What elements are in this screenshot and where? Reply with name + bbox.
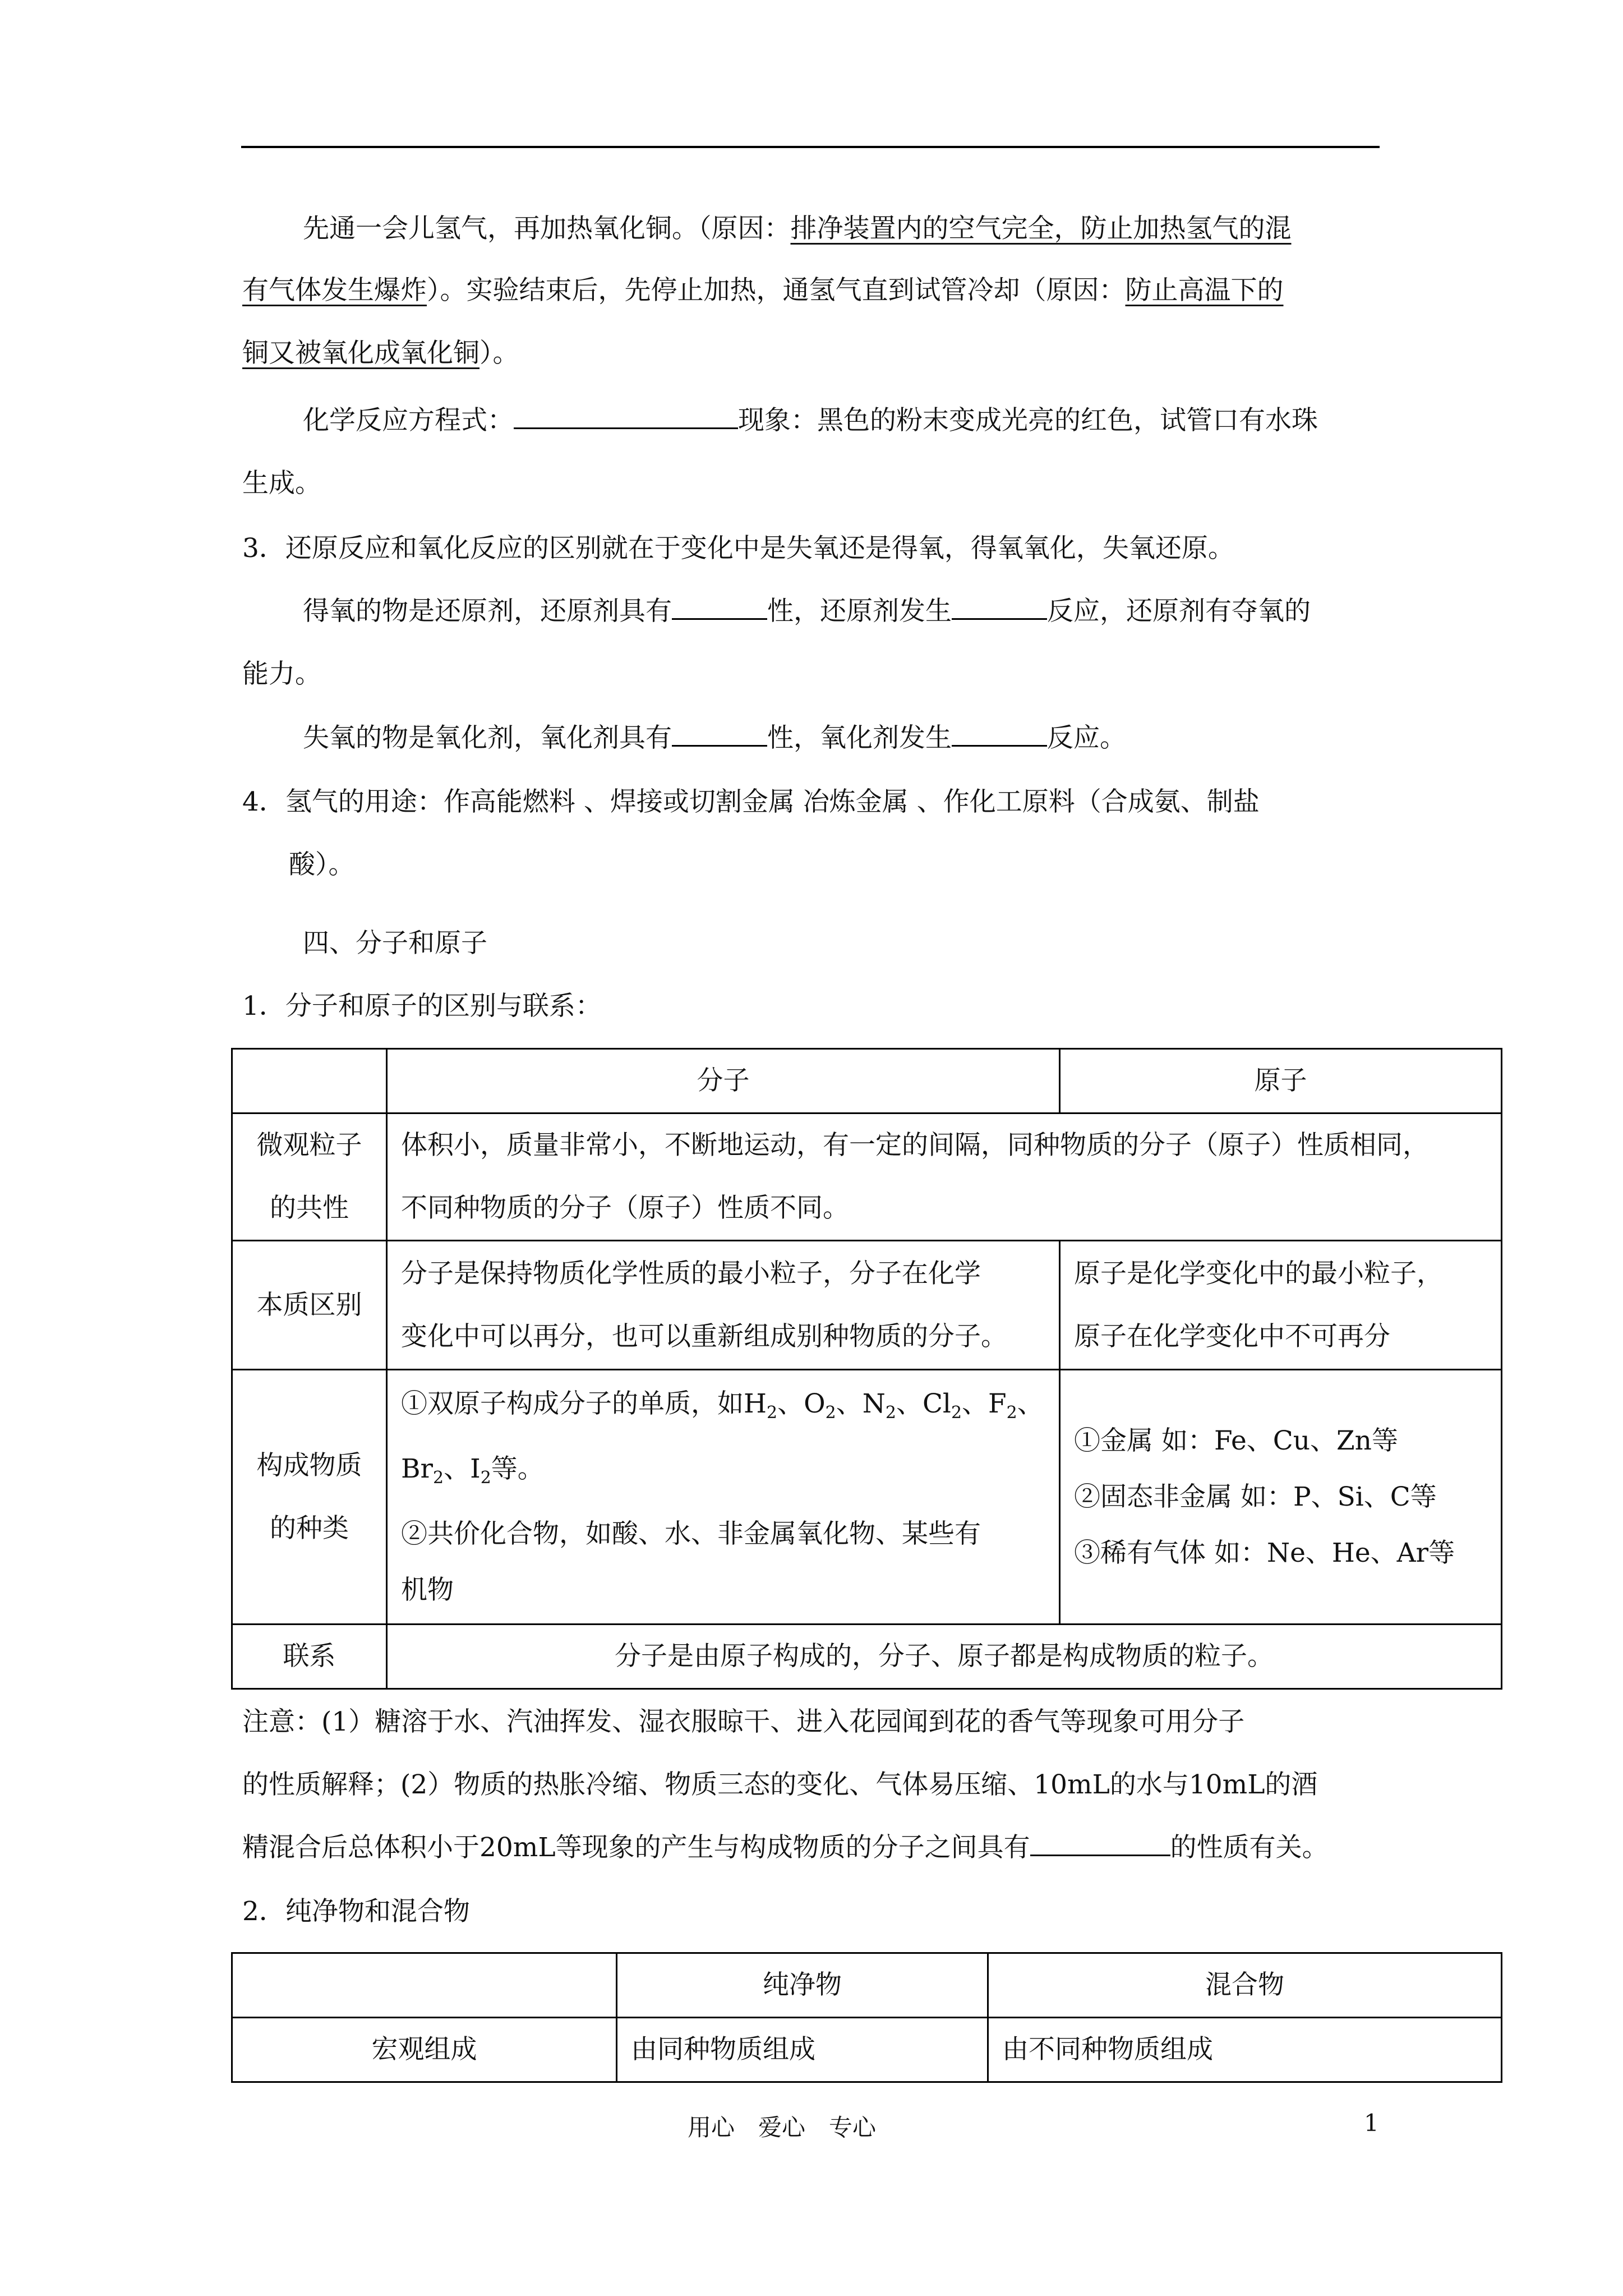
row-label <box>232 1370 387 1625</box>
empty-cell <box>232 1953 617 2018</box>
row-label <box>232 1114 387 1241</box>
section-heading <box>303 927 487 960</box>
formula-line <box>401 1441 1059 1506</box>
blank <box>952 723 1047 747</box>
text: 本质区别 <box>256 1289 362 1320</box>
text: ②固态非金属 如：P、Si、C等 <box>1074 1481 1437 1512</box>
text: 先通一会儿氢气，再加热氧化铜。（原因： <box>303 213 791 244</box>
text: 失氧的物是氧化剂，氧化剂具有 <box>303 723 672 753</box>
text: 、I <box>444 1453 481 1484</box>
text: 等。 <box>491 1453 544 1484</box>
text: 原子 <box>1254 1065 1307 1096</box>
text: 混合物 <box>1205 1970 1284 2000</box>
substance-types-atom <box>1060 1370 1502 1625</box>
item-3-sentence-2 <box>303 721 1126 755</box>
subsection-1 <box>242 990 602 1023</box>
subscript: 2 <box>767 1402 778 1423</box>
subscript: 2 <box>825 1402 836 1423</box>
paragraph-1-line-3 <box>242 337 519 370</box>
table-header-row <box>232 1953 1502 2018</box>
text: 原子是化学变化中的最小粒子， <box>1074 1258 1443 1289</box>
row-label <box>232 1625 387 1689</box>
table-row <box>232 1625 1502 1689</box>
item-3-sentence-1 <box>303 595 1311 628</box>
table-row <box>232 1370 1502 1625</box>
table-header-row <box>232 1049 1502 1114</box>
text: 的性质有关。 <box>1170 1832 1329 1863</box>
blank <box>952 596 1047 620</box>
equation-line <box>303 404 1318 438</box>
formula-line <box>401 1376 1059 1441</box>
text: ①金属 如：Fe、Cu、Zn等 <box>1074 1425 1398 1456</box>
text: ）。实验结束后，先停止加热，通氢气直到试管冷却（原因： <box>427 275 1126 306</box>
text: 的种类 <box>270 1512 349 1544</box>
item-3 <box>242 532 1234 565</box>
text: Br <box>401 1453 434 1484</box>
table-row <box>232 1241 1502 1370</box>
item-4 <box>242 785 1260 819</box>
text: 分子 <box>697 1065 750 1096</box>
header-molecule <box>387 1049 1060 1114</box>
pure-mixture-table <box>231 1952 1502 2083</box>
molecule-atom-table <box>231 1048 1502 1690</box>
cell <box>988 2018 1502 2082</box>
essential-difference-atom <box>1060 1241 1502 1370</box>
text: 分子是保持物质化学性质的最小粒子，分子在化学 <box>401 1258 981 1289</box>
text: 得氧的物是还原剂，还原剂具有 <box>303 596 672 627</box>
text: 酸）。 <box>289 849 355 880</box>
text: 反应。 <box>1047 723 1126 753</box>
text: ①双原子构成分子的单质，如H <box>401 1388 767 1419</box>
underlined-text: 防止高温下的 <box>1125 275 1284 306</box>
text: 由同种物质组成 <box>631 2034 815 2065</box>
row-label <box>232 2018 617 2082</box>
text: 原子在化学变化中不可再分 <box>1074 1320 1390 1352</box>
paragraph-1-line-1 <box>303 212 1292 246</box>
text: 、O <box>777 1388 826 1419</box>
blank <box>672 596 767 620</box>
note-line-1 <box>242 1705 1244 1739</box>
text: 纯净物 <box>763 1970 842 2000</box>
text: 微观粒子 <box>256 1130 362 1161</box>
text: 宏观组成 <box>371 2034 477 2065</box>
note-line-3 <box>242 1831 1329 1865</box>
text: ）。 <box>479 338 519 369</box>
table-row <box>232 1114 1502 1241</box>
heading-text: 四、分子和原子 <box>303 928 487 959</box>
substance-types-molecule <box>387 1370 1060 1625</box>
subsection-2 <box>242 1895 470 1929</box>
text: 生成。 <box>242 468 321 499</box>
text: 的性质解释；(2）物质的热胀冷缩、物质三态的变化、气体易压缩、10mL的水与10mL的酒 <box>242 1769 1318 1800</box>
text: 机物 <box>401 1574 454 1605</box>
subscript: 2 <box>885 1402 896 1423</box>
subscript: 2 <box>951 1402 962 1423</box>
text: 的共性 <box>270 1193 349 1223</box>
relationship-text <box>387 1625 1502 1689</box>
text: 1．分子和原子的区别与联系： <box>242 991 602 1022</box>
item-4-cont <box>289 848 355 882</box>
row-label <box>232 1241 387 1370</box>
header-rule <box>241 146 1380 148</box>
text: 注意：(1）糖溶于水、汽油挥发、湿衣服晾干、进入花园闻到花的香气等现象可用分子 <box>242 1706 1245 1737</box>
header-mixture <box>988 1953 1502 2018</box>
text: 化学反应方程式： <box>303 405 514 436</box>
text: 4．氢气的用途：作高能燃料 、焊接或切割金属 冶炼金属 、作化工原料（合成氨、制盐 <box>242 786 1260 817</box>
footer-motto: 用心 爱心 专心 <box>688 2114 877 2141</box>
item-3-sentence-1-cont <box>242 657 321 691</box>
subscript: 2 <box>1006 1402 1017 1423</box>
subscript: 2 <box>433 1467 444 1488</box>
text: 现象：黑色的粉末变成光亮的红色，试管口有水珠 <box>738 405 1318 436</box>
text: 精混合后总体积小于20mL等现象的产生与构成物质的分子之间具有 <box>242 1832 1030 1863</box>
text: 能力。 <box>242 659 321 689</box>
text: 、F <box>962 1388 1007 1419</box>
text: 、 <box>1017 1388 1044 1419</box>
paragraph-1-line-2 <box>242 274 1284 307</box>
text: 、N <box>836 1388 886 1419</box>
text: 构成物质 <box>256 1450 362 1481</box>
blank <box>672 723 767 747</box>
empty-cell <box>232 1049 387 1114</box>
text: 3．还原反应和氧化反应的区别就在于变化中是失氧还是得氧，得氧氧化，失氧还原。 <box>242 533 1234 564</box>
equation-blank <box>514 405 738 429</box>
page-number: 1 <box>1364 2109 1379 2137</box>
text: 性，氧化剂发生 <box>767 723 952 753</box>
text: 、Cl <box>896 1388 951 1419</box>
essential-difference-molecule <box>387 1241 1060 1370</box>
blank <box>1030 1832 1170 1856</box>
underlined-text: 有气体发生爆炸 <box>242 275 427 306</box>
equation-line-2 <box>242 467 321 500</box>
note-line-2 <box>242 1768 1317 1802</box>
text: 变化中可以再分，也可以重新组成别种物质的分子。 <box>401 1320 1007 1352</box>
text: 由不同种物质组成 <box>1002 2034 1213 2065</box>
text: 不同种物质的分子（原子）性质不同。 <box>401 1193 849 1223</box>
text: ③稀有气体 如：Ne、He、Ar等 <box>1074 1537 1455 1568</box>
subscript: 2 <box>480 1467 491 1488</box>
underlined-text: 排净装置内的空气完全，防止加热氢气的混 <box>790 213 1292 244</box>
text: 联系 <box>283 1641 336 1672</box>
text: 2．纯净物和混合物 <box>242 1896 470 1927</box>
shared-properties <box>387 1114 1502 1241</box>
text: 体积小，质量非常小，不断地运动，有一定的间隔，同种物质的分子（原子）性质相同， <box>401 1130 1429 1161</box>
text: ②共价化合物，如酸、水、非金属氧化物、某些有 <box>401 1518 981 1549</box>
underlined-text: 铜又被氧化成氧化铜 <box>242 338 479 369</box>
header-pure <box>617 1953 988 2018</box>
header-atom <box>1060 1049 1502 1114</box>
text: 性，还原剂发生 <box>767 596 952 627</box>
cell <box>617 2018 988 2082</box>
text: 分子是由原子构成的，分子、原子都是构成物质的粒子。 <box>615 1641 1274 1672</box>
table-row <box>232 2018 1502 2082</box>
text: 反应，还原剂有夺氧的 <box>1047 596 1311 627</box>
